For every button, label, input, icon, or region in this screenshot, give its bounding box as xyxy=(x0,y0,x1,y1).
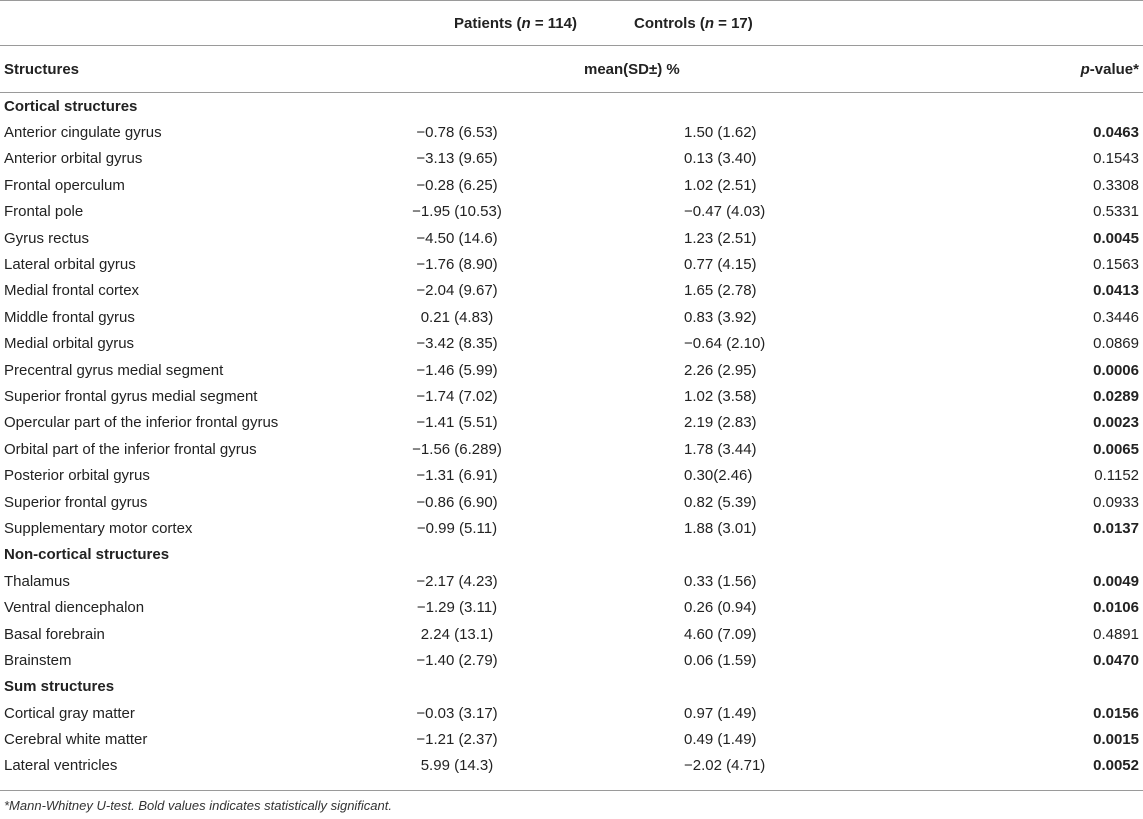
controls-value-cell: 4.60 (7.09) xyxy=(684,625,757,643)
table-row xyxy=(0,621,1143,647)
controls-value-cell: 1.23 (2.51) xyxy=(684,229,757,247)
p-value-cell: 0.0023 xyxy=(1093,414,1139,432)
structure-name-cell: Posterior orbital gyrus xyxy=(4,467,150,485)
column-header-row xyxy=(0,46,1143,93)
p-value-cell: 0.0049 xyxy=(1093,572,1139,590)
table-row xyxy=(0,331,1143,357)
patients-value-cell: −1.41 (5.51) xyxy=(416,414,498,432)
footnote: *Mann-Whitney U-test. Bold values indicates statistically significant. xyxy=(4,798,392,813)
structure-name-cell: Frontal pole xyxy=(4,203,84,221)
patients-value-cell: −2.17 (4.23) xyxy=(416,572,498,590)
controls-value-cell: 2.19 (2.83) xyxy=(684,414,757,432)
patients-value-cell: −0.03 (3.17) xyxy=(416,704,498,722)
controls-value-cell: 0.33 (1.56) xyxy=(684,572,757,590)
section-header-row xyxy=(0,542,1143,568)
patients-value-cell: −3.13 (9.65) xyxy=(416,150,498,168)
structure-name-cell: Basal forebrain xyxy=(4,625,105,643)
p-value-cell: 0.0470 xyxy=(1093,651,1139,669)
patients-value-cell: 5.99 (14.3) xyxy=(420,757,494,775)
patients-value-cell: −3.42 (8.35) xyxy=(416,335,498,353)
table-row xyxy=(0,357,1143,383)
table-row xyxy=(0,410,1143,436)
structure-name-cell: Middle frontal gyrus xyxy=(4,308,135,326)
table-row xyxy=(0,278,1143,304)
patients-value-cell: −0.99 (5.11) xyxy=(416,519,498,537)
structure-name-cell: Superior frontal gyrus xyxy=(4,493,148,511)
p-value-cell: 0.0156 xyxy=(1093,704,1139,722)
p-value-cell: 0.0869 xyxy=(1093,335,1139,353)
controls-value-cell: −0.64 (2.10) xyxy=(684,335,766,353)
structures-header: Structures xyxy=(0,46,300,93)
table-row xyxy=(0,225,1143,251)
structure-name-cell: Gyrus rectus xyxy=(4,229,90,247)
pvalue-header: p-value* xyxy=(914,46,1143,93)
table-row xyxy=(0,462,1143,488)
table-row xyxy=(0,172,1143,198)
patients-value-cell: 2.24 (13.1) xyxy=(420,625,494,643)
controls-header: Controls (n = 17) xyxy=(584,1,914,46)
controls-value-cell: 1.02 (3.58) xyxy=(684,387,757,405)
structure-name-cell: Ventral diencephalon xyxy=(4,599,145,617)
p-value-cell: 0.3446 xyxy=(1093,308,1139,326)
p-value-cell: 0.0289 xyxy=(1093,387,1139,405)
section-header-row xyxy=(0,93,1143,120)
p-value-cell: 0.0933 xyxy=(1093,493,1139,511)
controls-value-cell: 0.26 (0.94) xyxy=(684,599,757,617)
patients-value-cell: −0.78 (6.53) xyxy=(416,124,498,142)
p-value-cell: 0.0006 xyxy=(1093,361,1139,379)
patients-value-cell: −1.31 (6.91) xyxy=(416,467,498,485)
controls-value-cell: 0.83 (3.92) xyxy=(684,308,757,326)
controls-value-cell: 1.88 (3.01) xyxy=(684,519,757,537)
section-title: Sum structures xyxy=(4,678,115,696)
patients-header: Patients (n = 114) xyxy=(300,1,584,46)
table-row xyxy=(0,489,1143,515)
controls-value-cell: 1.65 (2.78) xyxy=(684,282,757,300)
table-row xyxy=(0,146,1143,172)
p-value-cell: 0.3308 xyxy=(1093,176,1139,194)
patients-value-cell: −2.04 (9.67) xyxy=(416,282,498,300)
patients-value-cell: 0.21 (4.83) xyxy=(420,308,494,326)
patients-value-cell: −1.76 (8.90) xyxy=(416,256,498,274)
footer-rule xyxy=(0,790,1143,791)
patients-value-cell: −4.50 (14.6) xyxy=(416,229,498,247)
p-value-cell: 0.1152 xyxy=(1094,467,1139,485)
controls-value-cell: 0.49 (1.49) xyxy=(684,731,757,749)
controls-value-cell: 2.26 (2.95) xyxy=(684,361,757,379)
group-header-row xyxy=(0,1,1143,46)
patients-value-cell: −1.29 (3.11) xyxy=(416,599,498,617)
structure-name-cell: Supplementary motor cortex xyxy=(4,519,193,537)
table-row xyxy=(0,700,1143,726)
p-value-cell: 0.0015 xyxy=(1093,731,1139,749)
patients-value-cell: −1.40 (2.79) xyxy=(416,651,498,669)
table-row xyxy=(0,568,1143,594)
patients-value-cell: −1.46 (5.99) xyxy=(416,361,498,379)
structure-name-cell: Opercular part of the inferior frontal gyrus xyxy=(4,414,279,432)
patients-value-cell: −1.21 (2.37) xyxy=(416,731,498,749)
table-row xyxy=(0,119,1143,145)
structure-name-cell: Orbital part of the inferior frontal gyrus xyxy=(4,440,257,458)
controls-value-cell: 0.13 (3.40) xyxy=(684,150,757,168)
p-value-cell: 0.0137 xyxy=(1093,519,1139,537)
controls-value-cell: 0.77 (4.15) xyxy=(684,256,757,274)
structure-name-cell: Anterior orbital gyrus xyxy=(4,150,143,168)
p-value-cell: 0.0052 xyxy=(1093,757,1139,775)
section-title: Cortical structures xyxy=(4,97,138,115)
controls-value-cell: 1.02 (2.51) xyxy=(684,176,757,194)
patients-value-cell: −0.28 (6.25) xyxy=(416,176,498,194)
table-row xyxy=(0,726,1143,752)
header-empty-cell xyxy=(914,1,1143,46)
table-row xyxy=(0,647,1143,673)
patients-value-cell: −1.74 (7.02) xyxy=(416,387,498,405)
structure-name-cell: Brainstem xyxy=(4,651,72,669)
controls-value-cell: 1.78 (3.44) xyxy=(684,440,757,458)
structure-name-cell: Superior frontal gyrus medial segment xyxy=(4,387,258,405)
header-empty-cell xyxy=(0,1,300,46)
p-value-cell: 0.0065 xyxy=(1093,440,1139,458)
p-value-cell: 0.4891 xyxy=(1093,625,1139,643)
structure-name-cell: Lateral orbital gyrus xyxy=(4,256,136,274)
p-value-cell: 0.5331 xyxy=(1093,203,1139,221)
controls-value-cell: 0.30(2.46) xyxy=(684,467,753,485)
structure-name-cell: Thalamus xyxy=(4,572,70,590)
section-title: Non-cortical structures xyxy=(4,546,170,564)
structure-name-cell: Cerebral white matter xyxy=(4,731,148,749)
table-body xyxy=(0,93,1143,780)
structure-name-cell: Medial orbital gyrus xyxy=(4,335,135,353)
controls-value-cell: 0.06 (1.59) xyxy=(684,651,757,669)
structure-name-cell: Frontal operculum xyxy=(4,176,125,194)
table-row xyxy=(0,753,1143,779)
p-value-cell: 0.0463 xyxy=(1093,124,1139,142)
structure-name-cell: Cortical gray matter xyxy=(4,704,135,722)
table-row xyxy=(0,436,1143,462)
mean-header: mean(SD±) % xyxy=(584,46,914,93)
controls-value-cell: 0.82 (5.39) xyxy=(684,493,757,511)
patients-value-cell: −1.56 (6.289) xyxy=(412,440,502,458)
structure-name-cell: Precentral gyrus medial segment xyxy=(4,361,224,379)
p-value-cell: 0.0045 xyxy=(1093,229,1139,247)
table-row xyxy=(0,594,1143,620)
patients-value-cell: −1.95 (10.53) xyxy=(412,203,502,221)
p-value-cell: 0.1543 xyxy=(1093,150,1139,168)
structure-name-cell: Lateral ventricles xyxy=(4,757,118,775)
table-row xyxy=(0,515,1143,541)
controls-value-cell: 1.50 (1.62) xyxy=(684,124,757,142)
p-value-cell: 0.0413 xyxy=(1093,282,1139,300)
table-row xyxy=(0,304,1143,330)
controls-value-cell: 0.97 (1.49) xyxy=(684,704,757,722)
p-value-cell: 0.1563 xyxy=(1093,256,1139,274)
section-header-row xyxy=(0,674,1143,700)
controls-value-cell: −0.47 (4.03) xyxy=(684,203,766,221)
table-row xyxy=(0,199,1143,225)
header-empty-cell xyxy=(300,46,584,93)
table-row xyxy=(0,383,1143,409)
structure-name-cell: Medial frontal cortex xyxy=(4,282,140,300)
structure-name-cell: Anterior cingulate gyrus xyxy=(4,124,162,142)
patients-value-cell: −0.86 (6.90) xyxy=(416,493,498,511)
table-row xyxy=(0,251,1143,277)
controls-value-cell: −2.02 (4.71) xyxy=(684,757,766,775)
p-value-cell: 0.0106 xyxy=(1093,599,1139,617)
